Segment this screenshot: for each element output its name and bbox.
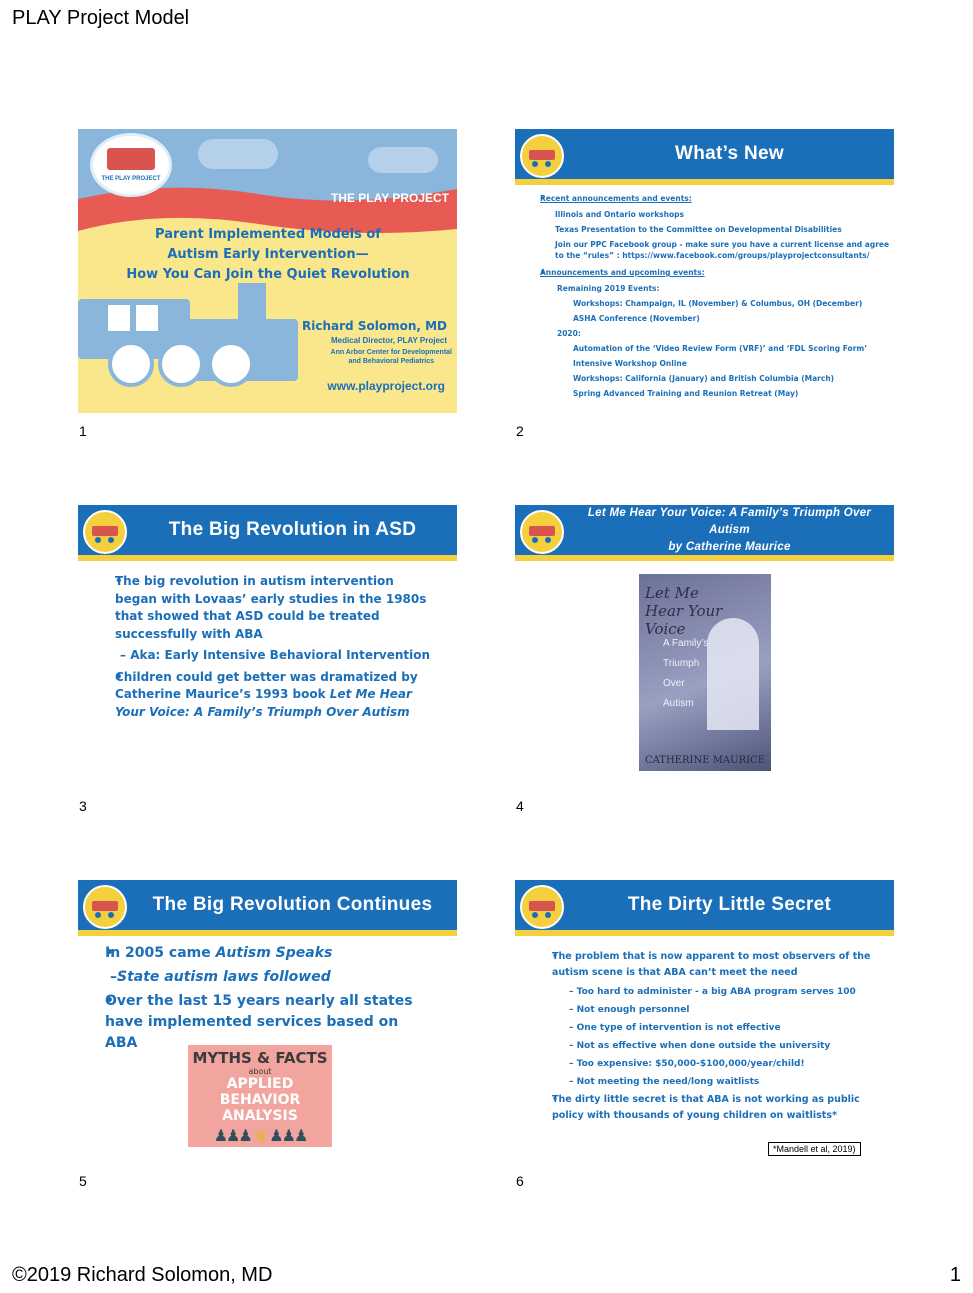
cover-title: Let Me Hear Your Voice	[645, 584, 723, 638]
list-item: Spring Advanced Training and Reunion Retreat (May)	[573, 389, 799, 398]
sub-bullet: – Aka: Early Intensive Behavioral Intervention	[120, 648, 431, 662]
sub-heading: 2020:	[557, 329, 581, 338]
people-icon: ♟♟♟ ♛ ♟♟♟	[213, 1126, 307, 1145]
play-logo-icon	[520, 885, 564, 929]
slide-body	[525, 193, 890, 399]
list-item: Workshops: Champaign, IL (November) & Columbus, OH (December)	[573, 299, 863, 308]
myths-facts-image: MYTHS & FACTS about APPLIED BEHAVIOR ANALYSIS ♟♟♟ ♛ ♟♟♟	[188, 1045, 332, 1147]
cover-author: CATHERINE MAURICE	[644, 755, 766, 766]
list-item: Illinois and Ontario workshops	[555, 210, 684, 219]
footer-copyright: ©2019 Richard Solomon, MD	[12, 1264, 273, 1286]
slide-body	[90, 943, 427, 1054]
bullet: • The problem that is now apparent to most observers of the autism scene is that ABA can’t meet the need	[537, 949, 874, 981]
play-logo-icon	[83, 885, 127, 929]
list-item: ASHA Conference (November)	[573, 314, 700, 323]
website-link[interactable]: www.playproject.org	[327, 379, 445, 393]
play-logo-icon	[520, 510, 564, 554]
list-item: – Too expensive: $50,000-$100,000/year/child!	[569, 1059, 805, 1069]
talk-title: Parent Implemented Models of Autism Early Intervention— How You Can Join the Quiet Revolution	[126, 227, 410, 282]
slide-body	[537, 949, 874, 1124]
slide-6	[515, 880, 894, 1164]
list-item: Texas Presentation to the Committee on Developmental Disabilities	[555, 225, 842, 234]
slide-5	[78, 880, 457, 1164]
page-number: 1	[949, 1264, 961, 1286]
play-logo-icon	[520, 134, 564, 178]
slide-title: The Big Revolution Continues	[152, 894, 433, 915]
cloud-shape	[198, 139, 278, 169]
bullet: • Children could get better was dramatized by Catherine Maurice’s 1993 book Let Me Hear Your Voice: A Family’s Triumph Over Autism	[100, 669, 437, 722]
slide-number: 3	[79, 798, 87, 814]
list-item: – One type of intervention is not effective	[569, 1023, 781, 1033]
slide-title: Let Me Hear Your Voice: A Family’s Triumph Over Autism by Catherine Maurice	[587, 506, 872, 553]
slide-title: The Dirty Little Secret	[627, 894, 832, 915]
bullet: • The dirty little secret is that ABA is not working as public policy with thousands of young children on waitlists*	[537, 1092, 874, 1124]
list-item: – Not as effective when done outside the university	[569, 1041, 831, 1051]
train-illustration	[78, 281, 308, 401]
window-arch	[707, 618, 759, 730]
list-item: Workshops: California (January) and British Columbia (March)	[573, 374, 835, 383]
book-cover	[639, 574, 771, 771]
citation-box: *Mandell et al, 2019)	[768, 1142, 861, 1156]
list-item: Join our PPC Facebook group - make sure you have a current license and agree to the “rules” : https://www.facebook.com/groups/playprojectconsultants/	[555, 240, 890, 260]
slide-3	[78, 505, 457, 789]
presenter-name: Richard Solomon, MD	[302, 319, 447, 333]
sub-heading: Remaining 2019 Events:	[557, 284, 660, 293]
logo-text: THE PLAY PROJECT	[101, 176, 161, 182]
bullet: • Over the last 15 years nearly all states have implemented services based on ABA	[90, 991, 427, 1054]
slide-header	[78, 880, 457, 936]
list-item: – Not enough personnel	[569, 1005, 690, 1015]
slide-4	[515, 505, 894, 789]
slide-header	[515, 880, 894, 936]
slide-number: 2	[516, 423, 524, 439]
slide-title: The Big Revolution in ASD	[168, 519, 417, 540]
play-logo	[90, 133, 172, 197]
list-item: Automation of the ‘Video Review Form (VRF)’ and ‘FDL Scoring Form’	[573, 344, 868, 353]
cover-subtitle: A Family’s Triumph Over Autism	[663, 638, 709, 709]
bullet: • In 2005 came Autism Speaks	[90, 943, 427, 964]
document-title: PLAY Project Model	[12, 7, 190, 29]
list-item: Intensive Workshop Online	[573, 359, 687, 368]
presenter-org: Ann Arbor Center for Developmental and Behavioral Pediatrics	[330, 349, 452, 365]
slide-title: What’s New	[675, 143, 784, 164]
slide-header	[515, 505, 894, 561]
bullet: • Recent announcements and events:	[525, 193, 890, 204]
slide-number: 6	[516, 1173, 524, 1189]
list-item: – Not meeting the need/long waitlists	[569, 1077, 760, 1087]
slide-number: 1	[79, 423, 87, 439]
sub-bullet: –State autism laws followed	[110, 969, 331, 985]
slide-number: 4	[516, 798, 524, 814]
slide-body	[100, 573, 437, 721]
slide-number: 5	[79, 1173, 87, 1189]
presenter-role: Medical Director, PLAY Project	[330, 336, 447, 345]
list-item: – Too hard to administer - a big ABA program serves 100	[569, 987, 856, 997]
slide-header	[78, 505, 457, 561]
bullet: • The big revolution in autism intervention began with Lovaas’ early studies in the 1980s that showed that ASD could be treated successfully with ABA	[100, 573, 437, 643]
bullet: • Announcements and upcoming events:	[525, 267, 890, 278]
brand-name: THE PLAY PROJECT	[330, 191, 449, 205]
slide-2	[515, 129, 894, 413]
slide-header	[515, 129, 894, 185]
play-logo-icon	[83, 510, 127, 554]
slide-1	[78, 129, 457, 413]
